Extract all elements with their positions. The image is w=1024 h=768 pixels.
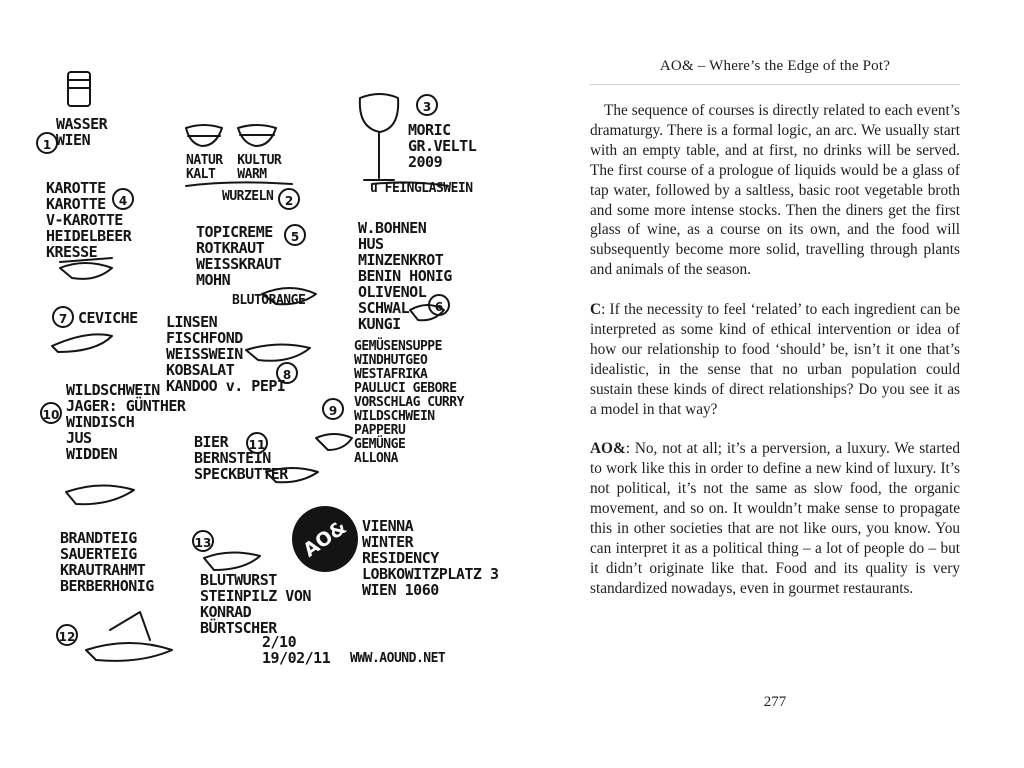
sketch-label-ceviche: CEVICHE xyxy=(78,309,138,327)
sketch-label-gemuesesuppe: GEMÜSENSUPPE WINDHUTGEO WESTAFRIKA PAULUCI GEBORE VORSCHLAG CURRY WILDSCHWEIN PAPPERU GEMÜNGE ALLONA xyxy=(354,339,464,466)
course-number: 12 xyxy=(56,624,78,646)
paragraph xyxy=(590,300,960,419)
course-number: 6 xyxy=(428,294,450,316)
course-number: 13 xyxy=(192,530,214,552)
course-number: 4 xyxy=(112,188,134,210)
cold-bowl-drawing xyxy=(186,125,222,146)
paragraph-text: : No, not at all; it’s a perversion, a luxury. We started to work like this in order to define a new kind of luxury. It’s not political, it’s not the same as slow food, the organic movement, and so on. It wouldn’t make sense to propagate this in other societies that are not like ours, you know. You can interpret it as a political thing – a lot of people do – but it didn’t originate like that. Food and its quality is very standardized nowadays, even in gourmet restaurants. xyxy=(590,440,960,597)
sketch-label-blutorange: BLUTORANGE xyxy=(232,293,306,308)
wine-glass-drawing xyxy=(360,94,398,180)
speaker-label: AO& xyxy=(590,440,626,458)
paragraph xyxy=(590,439,960,598)
plate-drawing xyxy=(60,263,112,279)
sketch-label-linsen: LINSEN FISCHFOND WEISSWEIN KOBSALAT KANDOO v. PEPI xyxy=(166,313,286,395)
menu-sketch xyxy=(0,0,510,768)
sketch-label-blutwurst: BLUTWURST STEINPILZ VON KONRAD BÜRTSCHER xyxy=(200,571,311,637)
paragraph xyxy=(590,101,960,280)
course-number: 1 xyxy=(36,132,58,154)
sketch-label-bier: BIER BERNSTEIN SPECKBUTTER xyxy=(194,433,288,483)
sketch-label-moric: MORIC GR.VELTL 2009 xyxy=(408,121,477,171)
header-rule xyxy=(590,84,960,85)
speaker-label: C xyxy=(590,301,602,319)
paragraph-text: : If the necessity to feel ‘related’ to each ingredient can be interpreted as some kind of ethical intervention or idea of how our relationship to food ‘should’ be, isn’t it one that’s idealistic, in the sense that no urban population could sustain these kinds of direct relationships? Do you see it as a model in that way? xyxy=(590,301,960,418)
page-number: 277 xyxy=(763,694,787,710)
body-text xyxy=(590,101,960,619)
sketch-label-website: WWW.AOUND.NET xyxy=(350,651,446,666)
plate-drawing xyxy=(66,485,134,504)
plate-drawing xyxy=(204,552,260,570)
warm-bowl-drawing xyxy=(238,125,276,146)
sketch-label-natur-kultur: NATUR KULTUR KALT WARM xyxy=(186,153,282,182)
sketch-label-date: 2/10 19/02/11 xyxy=(262,633,331,667)
water-glass-drawing xyxy=(68,72,90,106)
course-number: 11 xyxy=(246,432,268,454)
text-page xyxy=(590,0,960,768)
aound-logo: AO& xyxy=(279,493,371,585)
plate-drawing xyxy=(316,434,352,450)
paragraph-text: The sequence of courses is directly related to each event’s dramaturgy. There is a formal logic, an arc. We usually start with an empty table, and at first, no drinks will be served. The first course of a prologue of liquids would be a glass of tap water, followed by a saltless, basic root vegetable broth and some more intense stocks. Then the diners get the first glass of wine, as a course on its own, and the food will subsequently become more solid, travelling through plants and animals of the season. xyxy=(590,102,960,279)
sketch-label-brandteig: BRANDTEIG SAUERTEIG KRAUTRAHMT BERBERHONIG xyxy=(60,529,154,595)
sketch-label-vienna: VIENNA WINTER RESIDENCY LOBKOWITZPLATZ 3 WIEN 1060 xyxy=(362,517,499,599)
course-number: 3 xyxy=(416,94,438,116)
sketch-label-wurzeln: WURZELN xyxy=(222,189,274,204)
course-number: 8 xyxy=(276,362,298,384)
running-head: AO& – Where’s the Edge of the Pot? xyxy=(659,58,891,74)
sketch-label-weinglas: u FEINGLASWEIN xyxy=(370,181,473,196)
sketch-label-w-bohnen: W.BOHNEN HUS MINZENKROT BENIN HONIG OLIVENOL SCHWAL KUNGI xyxy=(358,219,452,333)
plate-drawing xyxy=(52,334,112,352)
course-number: 7 xyxy=(52,306,74,328)
sketch-label-wildschwein: WILDSCHWEIN JAGER: GÜNTHER WINDISCH JUS WIDDEN xyxy=(66,381,186,463)
sketch-label-wasser: WASSER WIEN xyxy=(56,115,108,149)
course-number: 5 xyxy=(284,224,306,246)
sketch-label-karotte: KAROTTE KAROTTE V-KAROTTE HEIDELBEER KRESSE xyxy=(46,179,132,261)
plate-drawing xyxy=(86,612,172,661)
course-number: 2 xyxy=(278,188,300,210)
course-number: 9 xyxy=(322,398,344,420)
course-number: 10 xyxy=(40,402,62,424)
sketch-label-topicreme: TOPICREME ROTKRAUT WEISSKRAUT MOHN xyxy=(196,223,282,289)
